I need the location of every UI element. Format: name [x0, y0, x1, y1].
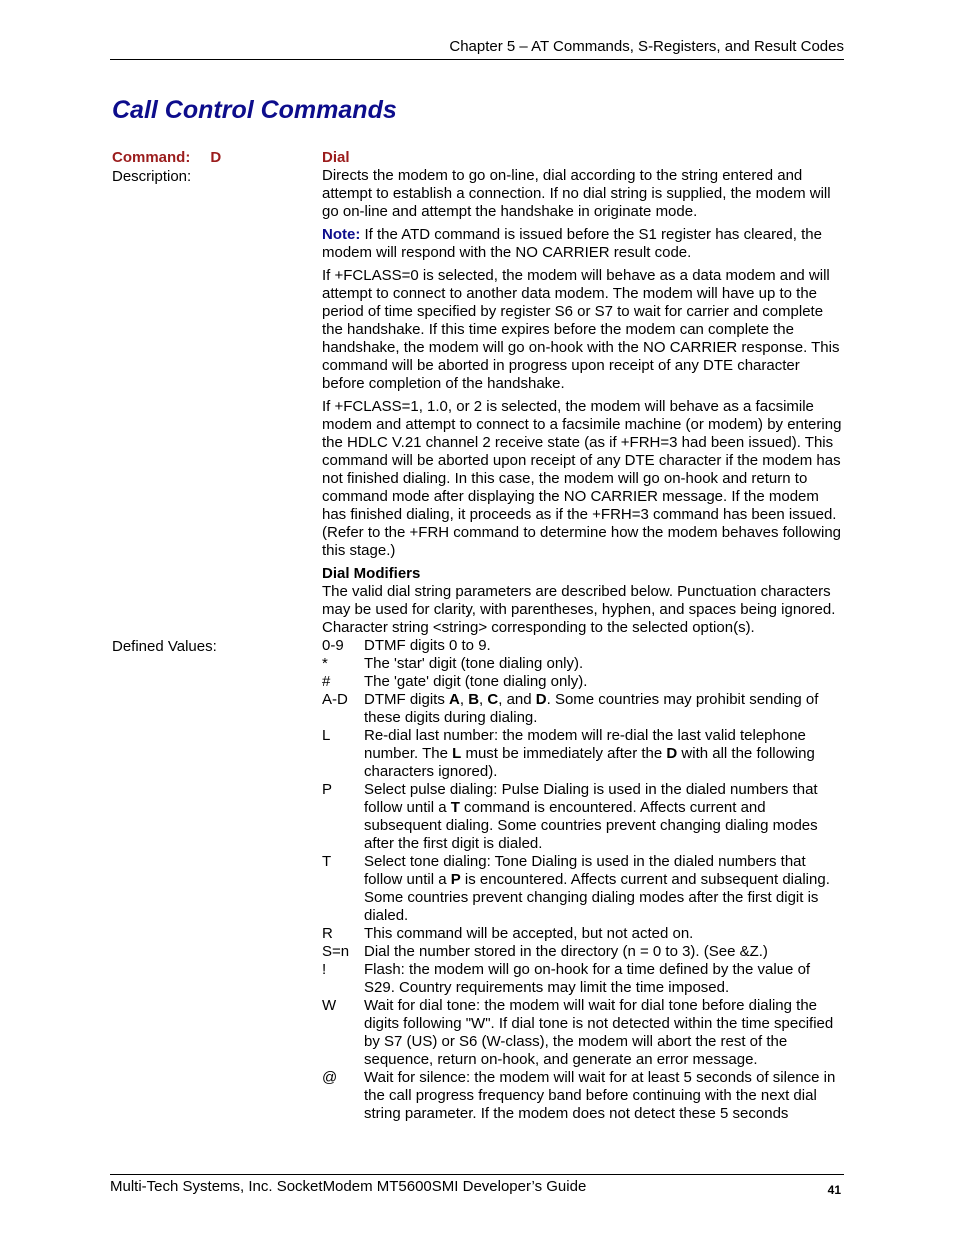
value-bold-term: A — [449, 691, 460, 708]
value-row — [322, 781, 842, 853]
value-bold-term: C — [487, 691, 499, 708]
value-text — [364, 853, 842, 925]
value-bold-term: P — [450, 871, 461, 888]
value-key: R — [322, 925, 333, 942]
value-text-part: command is encountered. Affects current and subsequent dialing. Some countries prevent changing dialing modes after the first digit is dialed. — [364, 799, 818, 852]
footer-text: Multi-Tech Systems, Inc. SocketModem MT5600SMI Developer’s Guide — [110, 1178, 587, 1195]
description-label: Description: — [112, 168, 192, 185]
page-number: 41 — [827, 1183, 841, 1197]
value-text-part: . Some countries may prohibit sending of these digits during dialing. — [364, 691, 819, 726]
value-row — [322, 727, 842, 781]
defined-values-intro: Character string <string> corresponding to the selected option(s). — [322, 619, 755, 636]
command-label: Command: — [112, 149, 191, 166]
value-text-part: DTMF digits — [364, 691, 450, 708]
section-title: Call Control Commands — [112, 96, 397, 124]
value-text: Wait for silence: the modem will wait for at least 5 seconds of silence in the call progress frequency band before continuing with the next dial string parameter. If the modem does not detect these 5 seconds — [364, 1069, 836, 1122]
value-key: ! — [322, 961, 327, 978]
value-key: @ — [322, 1069, 338, 1086]
value-row — [322, 925, 842, 943]
value-bold-term: T — [450, 799, 460, 816]
value-text-part: Select tone dialing: Tone Dialing is used in the dialed numbers that follow until a — [364, 853, 806, 888]
value-key: S=n — [322, 943, 350, 960]
value-key: W — [322, 997, 337, 1014]
value-text-part: is encountered. Affects current and subsequent dialing. Some countries prevent changing dialing modes after the first digit is dialed. — [364, 871, 830, 924]
dial-modifiers-heading: Dial Modifiers — [322, 565, 421, 582]
value-row — [322, 853, 842, 925]
description-text: Directs the modem to go on-line, dial according to the string entered and attempt to establish a connection. If no dial string is supplied, the modem will go on-line and attempt the handshake in originate mode. — [322, 167, 831, 220]
value-bold-term: B — [468, 691, 480, 708]
value-text-part: must be immediately after the — [461, 745, 667, 762]
command-body — [322, 149, 842, 1123]
value-bold-term: D — [666, 745, 678, 762]
value-text: Dial the number stored in the directory (n = 0 to 3). (See &Z.) — [364, 943, 768, 960]
value-row — [322, 943, 842, 961]
value-text-part: with all the following characters ignored). — [364, 745, 815, 780]
value-row — [322, 673, 842, 691]
value-text: This command will be accepted, but not acted on. — [364, 925, 694, 942]
value-key: A-D — [322, 691, 348, 708]
value-text: Flash: the modem will go on-hook for a time defined by the value of S29. Country requirements may limit the time imposed. — [364, 961, 811, 996]
value-key: * — [322, 655, 328, 672]
value-text-part: Select pulse dialing: Pulse Dialing is used in the dialed numbers that follow until a — [364, 781, 818, 816]
value-row — [322, 655, 842, 673]
value-text-part: Re-dial last number: the modem will re-dial the last valid telephone number. The — [364, 727, 806, 762]
value-text-part: , and — [498, 691, 536, 708]
command-heading — [112, 149, 312, 167]
chapter-title: Chapter 5 – AT Commands, S-Registers, and Result Codes — [449, 38, 844, 55]
value-key: T — [322, 853, 332, 870]
value-row — [322, 997, 842, 1069]
value-text — [364, 691, 842, 727]
note-label: Note: — [322, 226, 361, 243]
value-bold-term: L — [452, 745, 462, 762]
note-text: If the ATD command is issued before the S1 register has cleared, the modem will respond with the NO CARRIER result code. — [322, 226, 822, 261]
value-bold-term: D — [535, 691, 547, 708]
note-paragraph — [322, 226, 842, 262]
fclass0-paragraph: If +FCLASS=0 is selected, the modem will behave as a data modem and will attempt to connect to another data modem. The modem will have up to the period of time specified by register S6 or S7 to wait for carrier and complete the handshake. If this time expires before the modem can complete the handshake, the modem will go on-hook with the NO CARRIER response. This command will be aborted in progress upon receipt of any DTE character before completion of the handshake. — [322, 267, 840, 392]
value-key: # — [322, 673, 331, 690]
value-key: 0-9 — [322, 637, 344, 654]
value-text — [364, 781, 842, 853]
page-footer — [110, 1174, 844, 1196]
fclass1-paragraph: If +FCLASS=1, 1.0, or 2 is selected, the modem will behave as a facsimile modem and attempt to connect to a facsimile machine (or modem) by entering the HDLC V.21 channel 2 receive state (as if +FRH=3 had been issued). This command will be aborted upon receipt of any DTE character if the modem has not finished dialing. In this case, the modem will go on-hook and return to command mode after displaying the NO CARRIER message. If the modem has finished dialing, it proceeds as if the +FRH=3 command has been issued. (Refer to the +FRH command to determine how the modem behaves following this stage.) — [322, 398, 842, 559]
value-text: The 'gate' digit (tone dialing only). — [364, 673, 588, 690]
value-row — [322, 961, 842, 997]
value-row — [322, 1069, 842, 1123]
page-header — [110, 38, 844, 60]
command-letter: D — [210, 149, 222, 166]
defined-values-label: Defined Values: — [112, 638, 217, 655]
value-text: Wait for dial tone: the modem will wait for dial tone before dialing the digits following "W". If dial tone is not detected within the time specified by S7 (US) or S6 (W-class), the modem will abort the rest of the sequence, return on-hook, and generate an error message. — [364, 997, 834, 1068]
command-name: Dial — [322, 149, 350, 166]
value-text: The 'star' digit (tone dialing only). — [364, 655, 584, 672]
value-row — [322, 691, 842, 727]
dial-modifiers-text: The valid dial string parameters are described below. Punctuation characters may be used for clarity, with parentheses, hyphen, and spaces being ignored. — [322, 583, 836, 618]
value-text: DTMF digits 0 to 9. — [364, 637, 491, 654]
value-text — [364, 727, 842, 781]
value-row — [322, 637, 842, 655]
value-key: P — [322, 781, 333, 798]
value-text-part: , — [459, 691, 469, 708]
value-key: L — [322, 727, 331, 744]
value-text-part: , — [479, 691, 488, 708]
